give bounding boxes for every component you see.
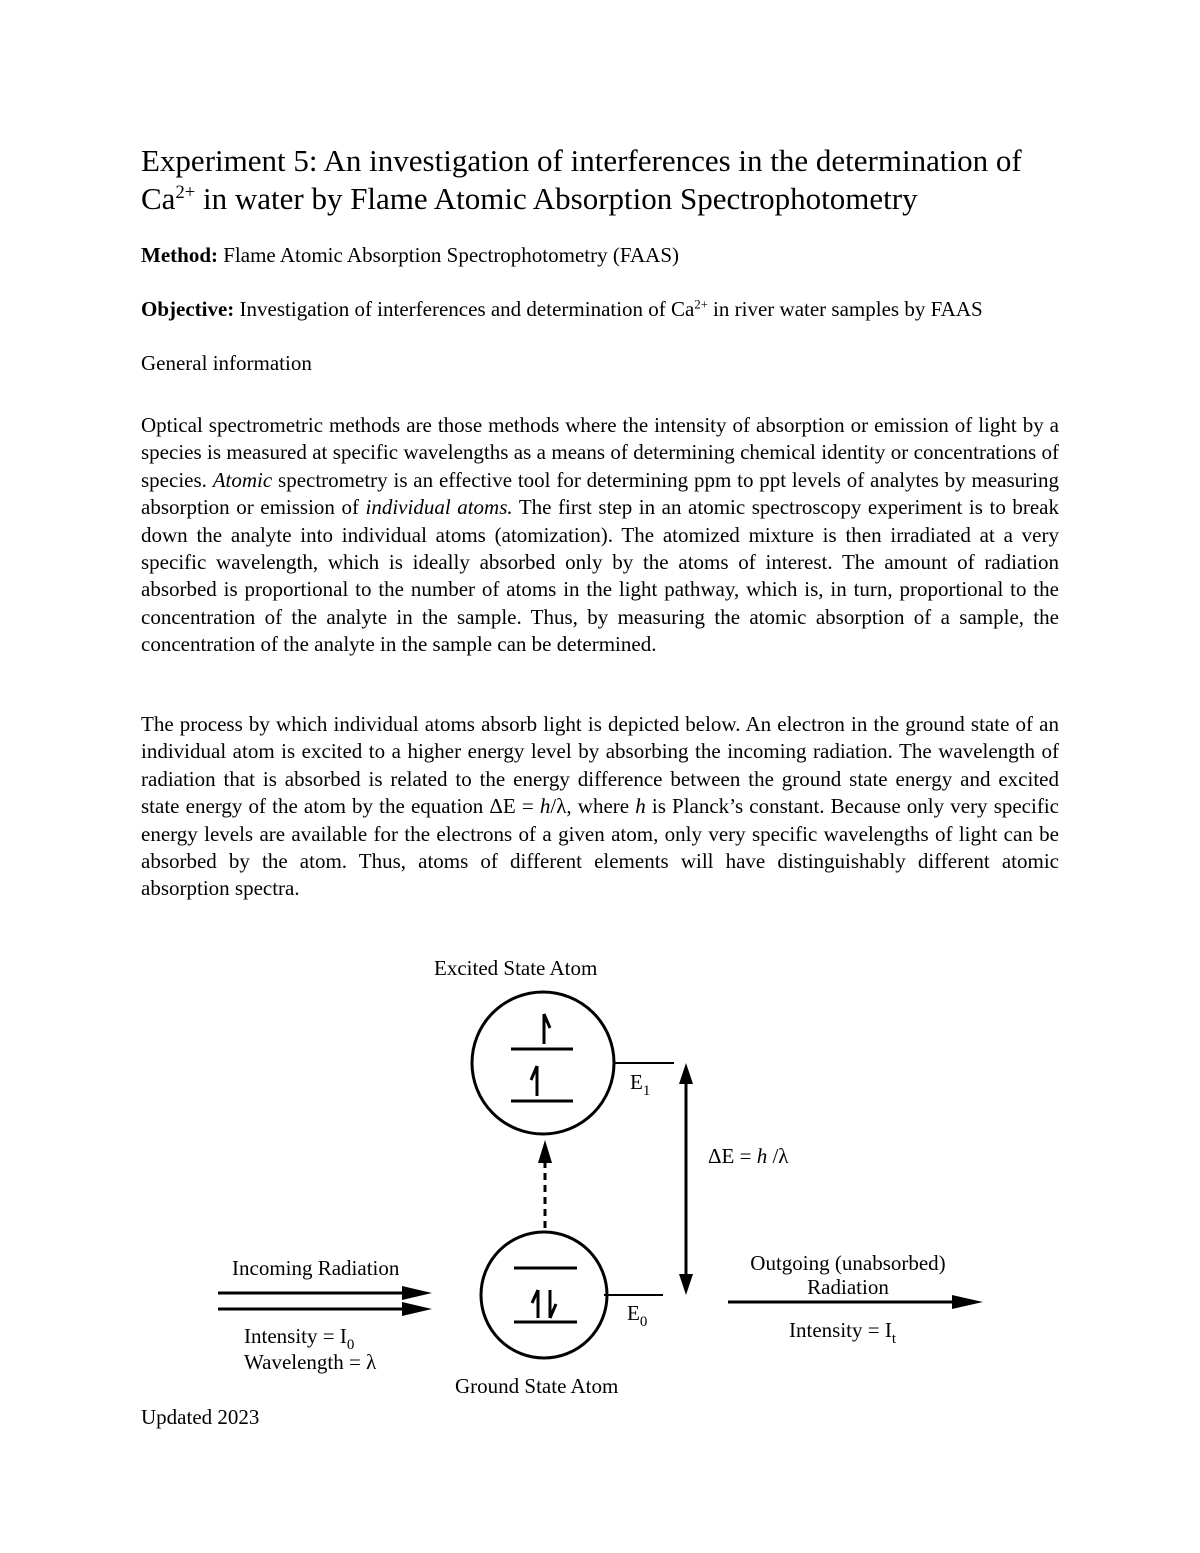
incoming-arrow-upper (402, 1286, 432, 1300)
objective-text-a: Investigation of interferences and determination of Ca (234, 297, 695, 321)
para1-text-a: Optical spectrometric methods are those methods where the intensity of absorption or emission of light by a species is measured at specific wavelengths as a means of determining chemical identity or concentrations of species. (141, 413, 1059, 492)
ground-electron-up (532, 1290, 538, 1318)
title-ion-charge: 2+ (175, 181, 196, 203)
para1-atomic: Atomic (212, 467, 273, 492)
para2-text-a: The process by which individual atoms absorb light is depicted below. An electron in the ground state of an individual atom is excited to a higher energy level by absorbing the incoming radiation. The wavelength of radiation that is absorbed is related to the energy difference between the ground state energy and excited state energy of the atom by the equation ΔE = (141, 712, 1059, 819)
para1-individual-atoms: individual atoms. (365, 495, 513, 520)
delta-e-arrow-down (679, 1274, 693, 1295)
ground-atom-circle (481, 1232, 607, 1358)
para1-text-c: The first step in an atomic spectroscopy experiment is to break down the analyte into individual atoms (atomization). The atomized mixture is then irradiated at a very specific wavelength, which is ideally absorbed only by the atoms of interest. The amount of radiation absorbed is proportional to the number of atoms in the light pathway, which is, in turn, proportional to the concentration of the analyte in the sample. Thus, by measuring the atomic absorption of a sample, the concentration of the analyte in the sample can be determined. (141, 495, 1059, 657)
title-ion: Ca (141, 181, 176, 216)
incoming-intensity: Intensity = $I_0$ (244, 1324, 355, 1353)
incoming-wavelength: Wavelength = λ (244, 1350, 377, 1374)
para2-text-c: is Planck’s constant. Because only very specific energy levels are available for the electrons of a given atom, only very specific wavelengths of light can be absorbed by the atom. Thus, atoms of different elements will have distinguishably different atomic absorption spectra. (141, 794, 1059, 901)
objective-charge: 2+ (694, 297, 708, 312)
delta-e-arrow-up (679, 1063, 693, 1084)
e1-label: $E_1$ (630, 1070, 651, 1099)
para1-text-b: spectrometry is an effective tool for determining ppm to ppt levels of analytes by measuring absorption or emission of (141, 467, 1059, 520)
updated-footer: Updated 2023 (141, 1405, 260, 1429)
para2-eq-rest: /λ (550, 794, 567, 819)
ground-electron-down (550, 1290, 556, 1318)
title-line1: Experiment 5: An investigation of interferences in the determination of (141, 143, 1022, 178)
title-line2: in water by Flame Atomic Absorption Spectrophotometry (195, 181, 918, 216)
excited-electron-lower (531, 1066, 537, 1096)
outgoing-label-line2: Radiation (807, 1275, 889, 1299)
objective-label: Objective: (141, 297, 235, 321)
para2-text-b: , where (566, 794, 636, 819)
para2-h: h (635, 794, 646, 819)
outgoing-intensity: Intensity = $I_t$ (789, 1318, 896, 1347)
objective-text-b: in river water samples by FAAS (707, 297, 983, 321)
outgoing-arrow (952, 1295, 983, 1309)
incoming-radiation-label: Incoming Radiation (232, 1256, 400, 1280)
general-info-heading: General information (141, 351, 312, 375)
e0-label: $E_0$ (627, 1301, 648, 1330)
outgoing-label-line1: Outgoing (unabsorbed) (750, 1251, 946, 1275)
excited-atom-circle (472, 992, 614, 1134)
incoming-arrow-lower (402, 1302, 432, 1316)
para2-eq-h: h (539, 794, 551, 819)
excited-state-label: Excited State Atom (434, 956, 598, 980)
excited-electron-upper (544, 1014, 550, 1044)
ground-state-label: Ground State Atom (455, 1374, 619, 1398)
method-label: Method: (141, 243, 218, 267)
excitation-arrow-head (538, 1140, 552, 1163)
delta-e-equation: ΔE = h /λ (708, 1144, 789, 1168)
method-text: Flame Atomic Absorption Spectrophotometry (FAAS) (218, 243, 679, 267)
